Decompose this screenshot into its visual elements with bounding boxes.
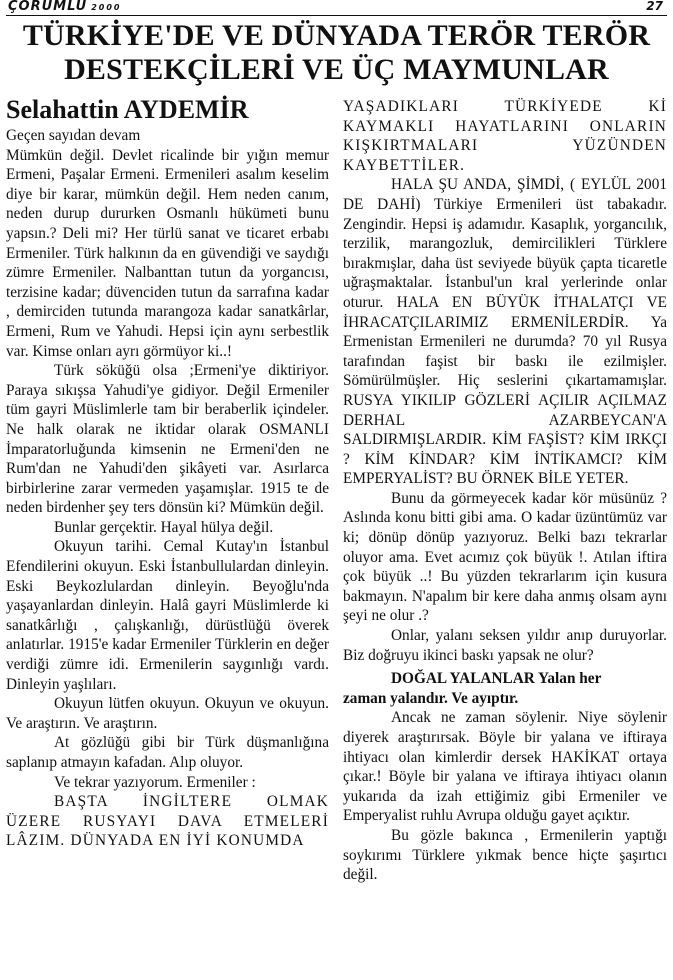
magazine-logo (8, 0, 122, 14)
section-heading: DOĞAL YALANLAR Yalan her (391, 670, 602, 688)
title-line-1: TÜRKİYE'DE VE DÜNYADA TERÖR TERÖR (22, 19, 651, 52)
section-heading-cont: zaman yalandır. Ve ayıptır. (343, 689, 519, 707)
left-column (6, 95, 329, 851)
header-rule (6, 15, 667, 16)
paragraph: Bunlar gerçektir. Hayal hülya değil. (54, 518, 274, 536)
continued-note: Geçen sayıdan devam (6, 127, 141, 144)
logo-text: ÇORUMLU (8, 0, 88, 14)
title-line-2: DESTEKÇİLERİ VE ÜÇ MAYMUNLAR (64, 53, 609, 86)
paragraph: HALA ŞU ANDA, ŞİMDİ, ( EYLÜL 2001 DE DAHİ) Türkiye Ermenileri üst tabakadır. Zengindir. Hepsi iş adamıdır. Kasaplık, yorgancılık, terzilik, marangozluk, demircilikleri Türklere bırakmışlar, daha üst seviyede büyük çapta ticaretle uğraşmaktalar. İstanbul'un kral yerlerinde onlar oturur. HALA EN BÜYÜK İTHALATÇI VE İHRACATÇILARIMIZ ERMENİLERDİR. Ya Ermenistan Ermenileri ne durumda? 70 yıl Rusya tarafından faşist bir baskı ile ezilmişler. Sömürülmüşler. Hiç seslerini çıkartamamışlar. RUSYA YIKILIP GÖZLERİ AÇILIR AÇILMAZ DERHAL AZARBEYCAN'A SALDIRMIŞLARDIR. KİM FAŞİST? KİM IRKÇI ? KİM KİNDAR? KİM İNTİKAMCI? KİM EMPERYALİST? BU ÖRNEK BİLE YETER. (343, 176, 667, 488)
paragraph: Türk söküğü olsa ;Ermeni'ye diktiriyor. Paraya sıkışsa Yahudi'ye gidiyor. Değil Ermeniler tüm gayri Müslimlerle tam bir beraberlik içindeler. Ne halk olarak ne iktidar olarak OSMANLI İmparatorluğunda kimsenin ne Ermeni'den ne Rum'dan ne Yahudi'den şikâyeti var. Asırlarca birbirlerine zarar vermeden yaşamışlar. 1915 te de neden birdenher şey ters dönsün ki? Mümkün değil. (6, 362, 329, 517)
paragraph: Onlar, yalanı seksen yıldır anıp duruyorlar. Biz doğruyu ikinci baskı yapsak ne olur? (343, 627, 667, 664)
paragraph: Mümkün değil. Devlet ricalinde bir yığın memur Ermeni, Paşalar Ermeni. Ermenileri asalım keselim diye bir karar, mümkün değil. Hem neden canım, neden durup dururken Osmanlı hükümeti bunu yapsın.? Deli mi? Her türlü sanat ve ticaret erbabı Ermeniler. Türk halkının da en güvendiği ve saydığı zümre Ermeniler. Nalbanttan tutun da yorgancısı, terzisine kadar; düvenciden tutun da sarrafına kadar , demirciden tutunda marangoza kadar sanatkârlar, Ermeni, Rum ve Yahudi. Hepsi için aynı serbestlik var. Kimse onları ayrı görmüyor ki..! (6, 146, 329, 360)
logo-year: 2000 (91, 3, 122, 12)
article-title (0, 19, 673, 87)
paragraph: Okuyun tarihi. Cemal Kutay'ın İstanbul Efendilerini okuyun. Eski İstanbullulardan dinleyin. Eski Beykozlulardan dinleyin. Beyoğlu'nda yaşayanlardan dinleyin. Halâ gayri Müslimlerde ki sanatkârlığı , çalışkanlığı, dürüstlüğü överek anlatırlar. 1915'e kadar Ermeniler Türklerin en değer verdiği zümre idi. Ermenilerin saygınlığı vardı. Dinleyin yaşlıları. (6, 538, 329, 693)
paragraph: At gözlüğü gibi bir Türk düşmanlığına saplanıp atmayın kafadan. Alıp oluyor. (6, 734, 329, 771)
right-column (343, 97, 667, 885)
paragraph: Ve tekrar yazıyorum. Ermeniler : (54, 773, 256, 791)
paragraph: Ancak ne zaman söylenir. Niye söylenir diyerek araştırırsak. Böyle bir yalana ve iftiraya ihtiyacı olan kimlerdir dersek HAKİKAT ortaya çıkar.! Böyle bir yalana ve iftiraya ihtiyacı olanın yukarıda da izah ettiğimiz gibi Ermeniler ve Emperyalist ruhlu Avrupa olduğu gayet açıktır. (343, 709, 667, 825)
paragraph: Bu gözle bakınca , Ermenilerin yaptığı soykırımı Türklere yıkmak bence hiçte şaşırtıcı değil. (343, 826, 667, 884)
page-number: 27 (646, 0, 663, 13)
paragraph: YAŞADIKLARI TÜRKİYEDE Kİ KAYMAKLI HAYATLARINI ONLARIN KIŞKIRTMALARI YÜZÜNDEN KAYBETTİLER. (343, 98, 667, 174)
paragraph: BAŞTA İNGİLTERE OLMAK ÜZERE RUSYAYI DAVA ETMELERİ LÂZIM. DÜNYADA EN İYİ KONUMDA (6, 793, 329, 850)
paragraph: Bunu da görmeyecek kadar kör müsünüz ? Aslında konu bitti gibi ama. O kadar üzüntümüz var ki; dönüp dönüp yazıyoruz. Belki bazı tekrarlar oluyor ama. Evet acımız çok büyük !. Atılan iftira çok büyük ..! Bu yüzden tekrarlarım için kusura bakmayın. N'apalım bir kere daha anmış olsam aynı şeyi ne olur .? (343, 489, 667, 625)
paragraph: Okuyun lütfen okuyun. Okuyun ve okuyun. Ve araştırın. Ve araştırın. (6, 695, 329, 732)
page-header (6, 0, 667, 16)
author-name: Selahattin AYDEMİR (6, 95, 249, 124)
